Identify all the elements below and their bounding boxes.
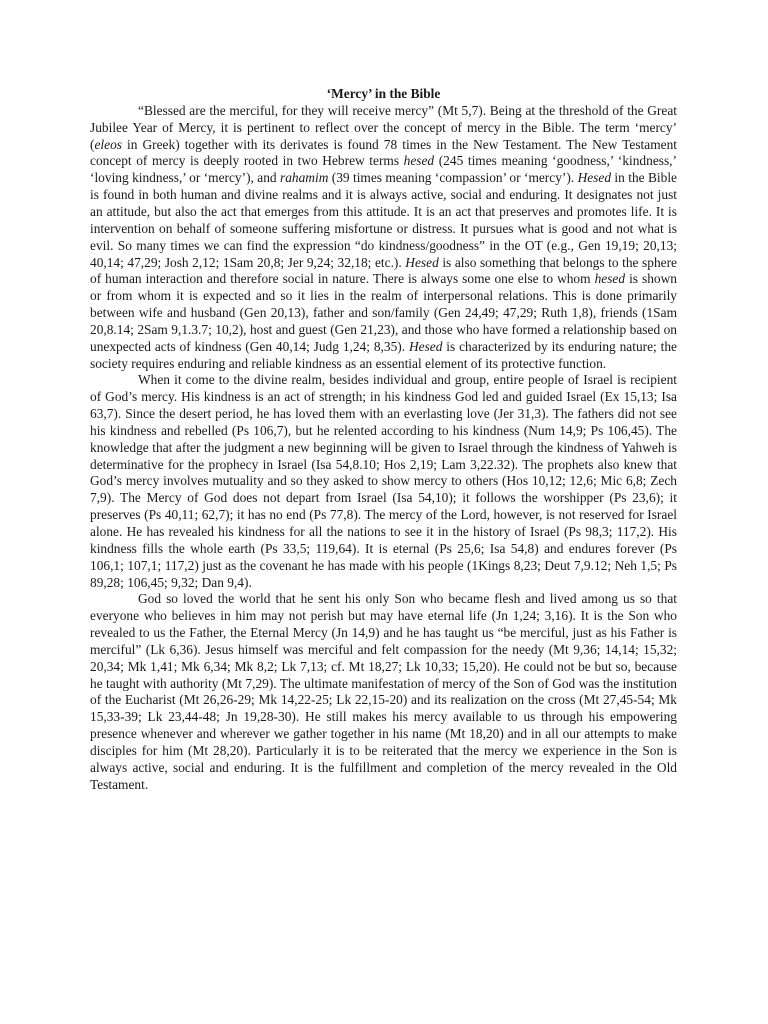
document-page: [90, 86, 677, 794]
text-run: in Greek) together with its derivates is found 78 times in the New Testament. The New Testament concept of mercy is deeply rooted in two Hebrew terms: [90, 136, 677, 169]
text-run: “Blessed are the merciful, for they will receive mercy” (Mt 5,7). Being at the threshold of the Great Jubilee Year of Mercy, it is pertinent to reflect over the concept of mercy in the Bible. The term ‘mercy’ (: [90, 102, 677, 152]
text-run: in the Bible is found in both human and divine realms and it is always active, social and enduring. It designates not just an attitude, but also the act that emerges from this attitude. It is an act that preserves and promotes life. It is intervention on behalf of someone suffering misfortune or distress. It pursues what is good and not what is evil. So many times we can find the expression “do kindness/goodness” in the OT (e.g., Gen 19,19; 20,13; 40,14; 47,29; Josh 2,12; 1Sam 20,8; Jer 9,24; 32,18; etc.).: [90, 170, 677, 270]
italic-term: rahamim: [280, 170, 329, 186]
text-run: is also something that belongs to the sphere of human interaction and therefore social in nature. There is always some one else to whom: [90, 254, 677, 287]
text-run: is characterized by its enduring nature; the society requires enduring and reliable kindness as an essential element of its protective function.: [90, 338, 677, 371]
text-run: (245 times meaning ‘goodness,’ ‘kindness,’ ‘loving kindness,’ or ‘mercy’), and: [90, 153, 677, 186]
italic-term: Hesed: [577, 170, 612, 186]
italic-term: hesed: [403, 153, 435, 169]
italic-term: Hesed: [408, 338, 443, 354]
paragraph: [90, 591, 677, 793]
paragraph: [90, 103, 677, 373]
paragraph: [90, 372, 677, 591]
text-run: God so loved the world that he sent his only Son who became flesh and lived among us so that everyone who believes in him may not perish but may have eternal life (Jn 1,24; 3,16). It is the Son who revealed to us the Father, the Eternal Mercy (Jn 14,9) and he has taught us “be merciful, just as his Father is merciful” (Lk 6,36). Jesus himself was merciful and felt compassion for the needy (Mt 9,36; 14,14; 15,32; 20,34; Mk 1,41; Mk 6,34; Mk 8,2; Lk 7,13; cf. Mt 18,27; Lk 10,33; 15,20). He could not be but so, because he taught with authority (Mt 7,29). The ultimate manifestation of mercy of the Son of God was the institution of the Eucharist (Mt 26,26-29; Mk 14,22-25; Lk 22,15-20) and its realization on the cross (Mt 27,45-54; Mk 15,33-39; Lk 23,44-48; Jn 19,28-30). He still makes his mercy available to us through his empowering presence whenever and wherever we gather together in his name (Mt 18,20) and in all our attempts to make disciples for him (Mt 28,20). Particularly it is to be reiterated that the mercy we experience in the Son is always active, social and enduring. It is the fulfillment and completion of the mercy revealed in the Old Testament.: [90, 591, 677, 792]
document-title: ‘Mercy’ in the Bible: [326, 86, 441, 101]
text-run: (39 times meaning ‘compassion’ or ‘mercy’).: [328, 170, 578, 186]
italic-term: Hesed: [405, 254, 439, 270]
text-run: is shown or from whom it is expected and so it lies in the realm of interpersonal relations. This is done primarily between wife and husband (Gen 20,13), father and son/family (Gen 24,49; 47,29; Ruth 1,8), friends (1Sam 20,8.14; 2Sam 9,1.3.7; 10,2), host and guest (Gen 21,23), and those who have formed a relationship based on unexpected acts of kindness (Gen 40,14; Judg 1,24; 8,35).: [90, 271, 677, 354]
italic-term: hesed: [594, 271, 626, 287]
italic-term: eleos: [94, 136, 122, 152]
text-run: When it come to the divine realm, besides individual and group, entire people of Israel is recipient of God’s mercy. His kindness is an act of strength; in his kindness God led and guided Israel (Ex 15,13; Isa 63,7). Since the desert period, he has loved them with an everlasting love (Jer 31,3). The fathers did not see his kindness and rebelled (Ps 106,7), but he relented according to his kindness (Num 14,9; Ps 106,45). The knowledge that after the judgment a new beginning will be given to Israel through the kindness of Yahweh is determinative for the prophecy in Israel (Isa 54,8.10; Hos 2,19; Lam 3,22.32). The prophets also knew that God’s mercy involves mutuality and so they asked to show mercy to others (Hos 10,12; 12,6; Mic 6,8; Zech 7,9). The Mercy of God does not depart from Israel (Isa 54,10); it follows the worshipper (Ps 23,6); it preserves (Ps 40,11; 62,7); it has no end (Ps 77,8). The mercy of the Lord, however, is not reserved for Israel alone. He has revealed his kindness for all the nations to see it in the history of Israel (Ps 98,3; 117,2). His kindness fills the whole earth (Ps 33,5; 119,64). It is eternal (Ps 25,6; Isa 54,8) and endures forever (Ps 106,1; 107,1; 117,2) just as the covenant he has made with his people (1Kings 8,23; Deut 7,9.12; Neh 1,5; Ps 89,28; 106,45; 9,32; Dan 9,4).: [90, 372, 677, 590]
document-body: [90, 103, 677, 794]
